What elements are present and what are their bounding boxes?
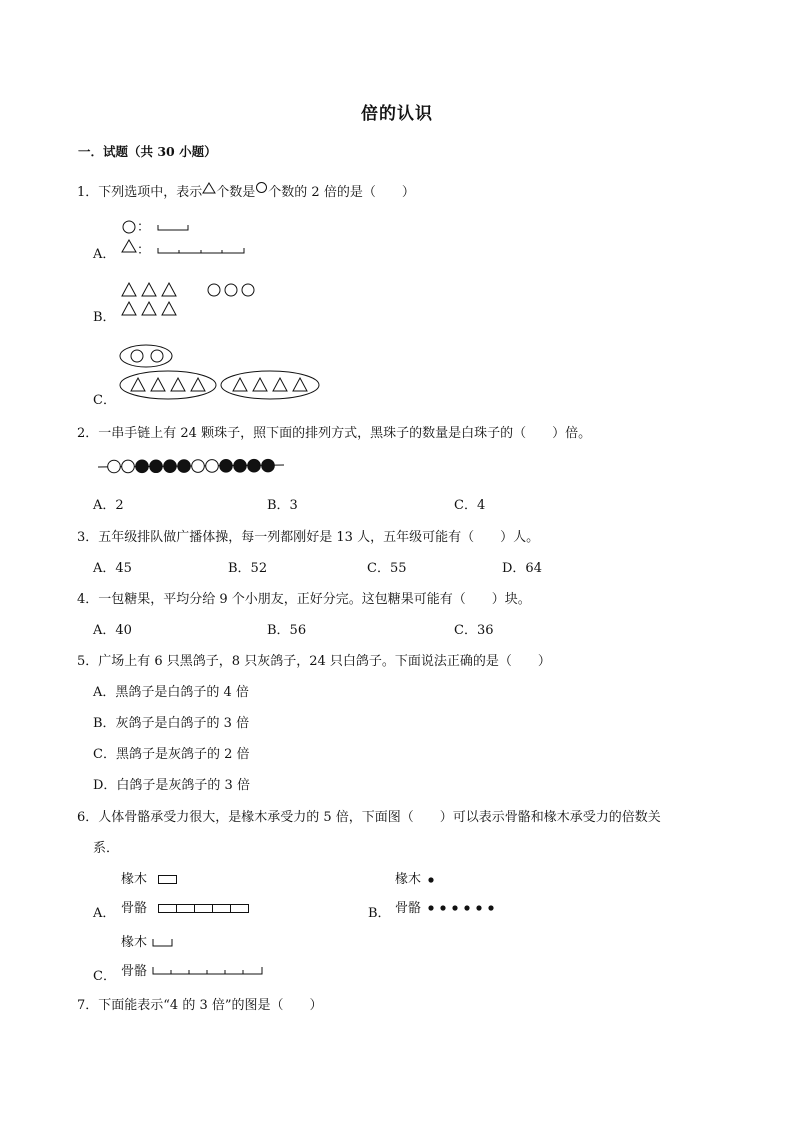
q5-option-a[interactable]: A．黑鸽子是白鸽子的 4 倍 (93, 685, 249, 700)
q2-option-c[interactable]: C．4 (454, 498, 486, 513)
q1-stem-part2: 个数是 (216, 185, 256, 200)
black-bead (262, 459, 275, 472)
q3-option-b[interactable]: B．52 (228, 561, 268, 576)
black-bead (164, 460, 177, 473)
black-bead (220, 460, 233, 473)
q5-option-d[interactable]: D．白鸽子是灰鸽子的 3 倍 (93, 778, 250, 793)
white-bead (108, 460, 121, 473)
section-heading: 一．试题（共 30 小题） (78, 144, 217, 159)
q6-b-wood-label: 椽木 (395, 872, 422, 887)
q1-option-b-figure (118, 280, 268, 320)
circle-icon (255, 184, 268, 196)
black-bead (234, 459, 247, 472)
q2-option-b[interactable]: B．3 (267, 498, 298, 513)
black-bead (136, 460, 149, 473)
white-bead (206, 460, 219, 473)
question-3-stem: 3．五年级排队做广播体操，每一列都刚好是 13 人，五年级可能有（ ）人。 (77, 530, 540, 545)
q3-option-a[interactable]: A．45 (93, 561, 132, 576)
bead-bracelet-figure (98, 456, 288, 480)
q1-option-a-colon-1: ： (137, 220, 151, 235)
q5-option-b[interactable]: B．灰鸽子是白鸽子的 3 倍 (93, 716, 250, 731)
q6-option-a-figure (158, 873, 258, 918)
q4-option-c[interactable]: C．36 (454, 623, 494, 638)
q6-a-wood-label: 椽木 (121, 872, 148, 887)
q4-option-b[interactable]: B．56 (267, 623, 307, 638)
q6-option-c-figure (152, 936, 267, 981)
q1-stem-part1: 1．下列选项中，表示 (77, 185, 203, 200)
question-4-stem: 4．一包糖果，平均分给 9 个小朋友，正好分完。这包糖果可能有（ ）块。 (77, 592, 531, 607)
question-6-stem-line2: 系． (93, 841, 120, 856)
triangle-icon (202, 184, 216, 196)
q6-option-a[interactable]: A． (93, 906, 116, 921)
q6-option-c[interactable]: C． (93, 969, 116, 984)
q1-option-b[interactable]: B． (93, 310, 116, 325)
q6-option-b[interactable]: B． (368, 906, 391, 921)
question-7-stem: 7．下面能表示“4 的 3 倍”的图是（ ） (77, 998, 323, 1013)
q1-option-a[interactable]: A． (93, 247, 116, 262)
q6-c-bone-label: 骨骼 (121, 964, 148, 979)
q6-c-wood-label: 椽木 (121, 935, 148, 950)
white-bead (122, 460, 135, 473)
question-5-stem: 5．广场上有 6 只黑鸽子，8 只灰鸽子，24 只白鸽子。下面说法正确的是（ ） (77, 654, 551, 669)
q6-b-bone-label: 骨骼 (395, 901, 422, 916)
q5-option-c[interactable]: C．黑鸽子是灰鸽子的 2 倍 (93, 747, 250, 762)
q6-option-b-figure (426, 873, 506, 918)
q3-option-c[interactable]: C．55 (367, 561, 407, 576)
q2-option-a[interactable]: A．2 (93, 498, 124, 513)
black-bead (178, 460, 191, 473)
q1-option-c[interactable]: C． (93, 393, 116, 408)
q4-option-a[interactable]: A．40 (93, 623, 132, 638)
q1-stem-part3: 个数的 2 倍的是（ ） (268, 185, 415, 200)
question-2-stem: 2．一串手链上有 24 颗珠子，照下面的排列方式，黑珠子的数量是白珠子的（ ）倍。 (77, 426, 592, 441)
q1-option-c-figure (118, 344, 328, 402)
black-bead (248, 459, 261, 472)
q6-a-bone-label: 骨骼 (121, 901, 148, 916)
question-1-stem (77, 184, 415, 199)
question-6-stem-line1: 6．人体骨骼承受力很大，是椽木承受力的 5 倍，下面图（ ）可以表示骨骼和椽木承受力的倍数关 (77, 810, 661, 825)
q1-option-a-colon-2: ： (137, 243, 151, 258)
page-title: 倍的认识 (361, 104, 433, 124)
black-bead (150, 460, 163, 473)
white-bead (192, 460, 205, 473)
q3-option-d[interactable]: D．64 (502, 561, 542, 576)
